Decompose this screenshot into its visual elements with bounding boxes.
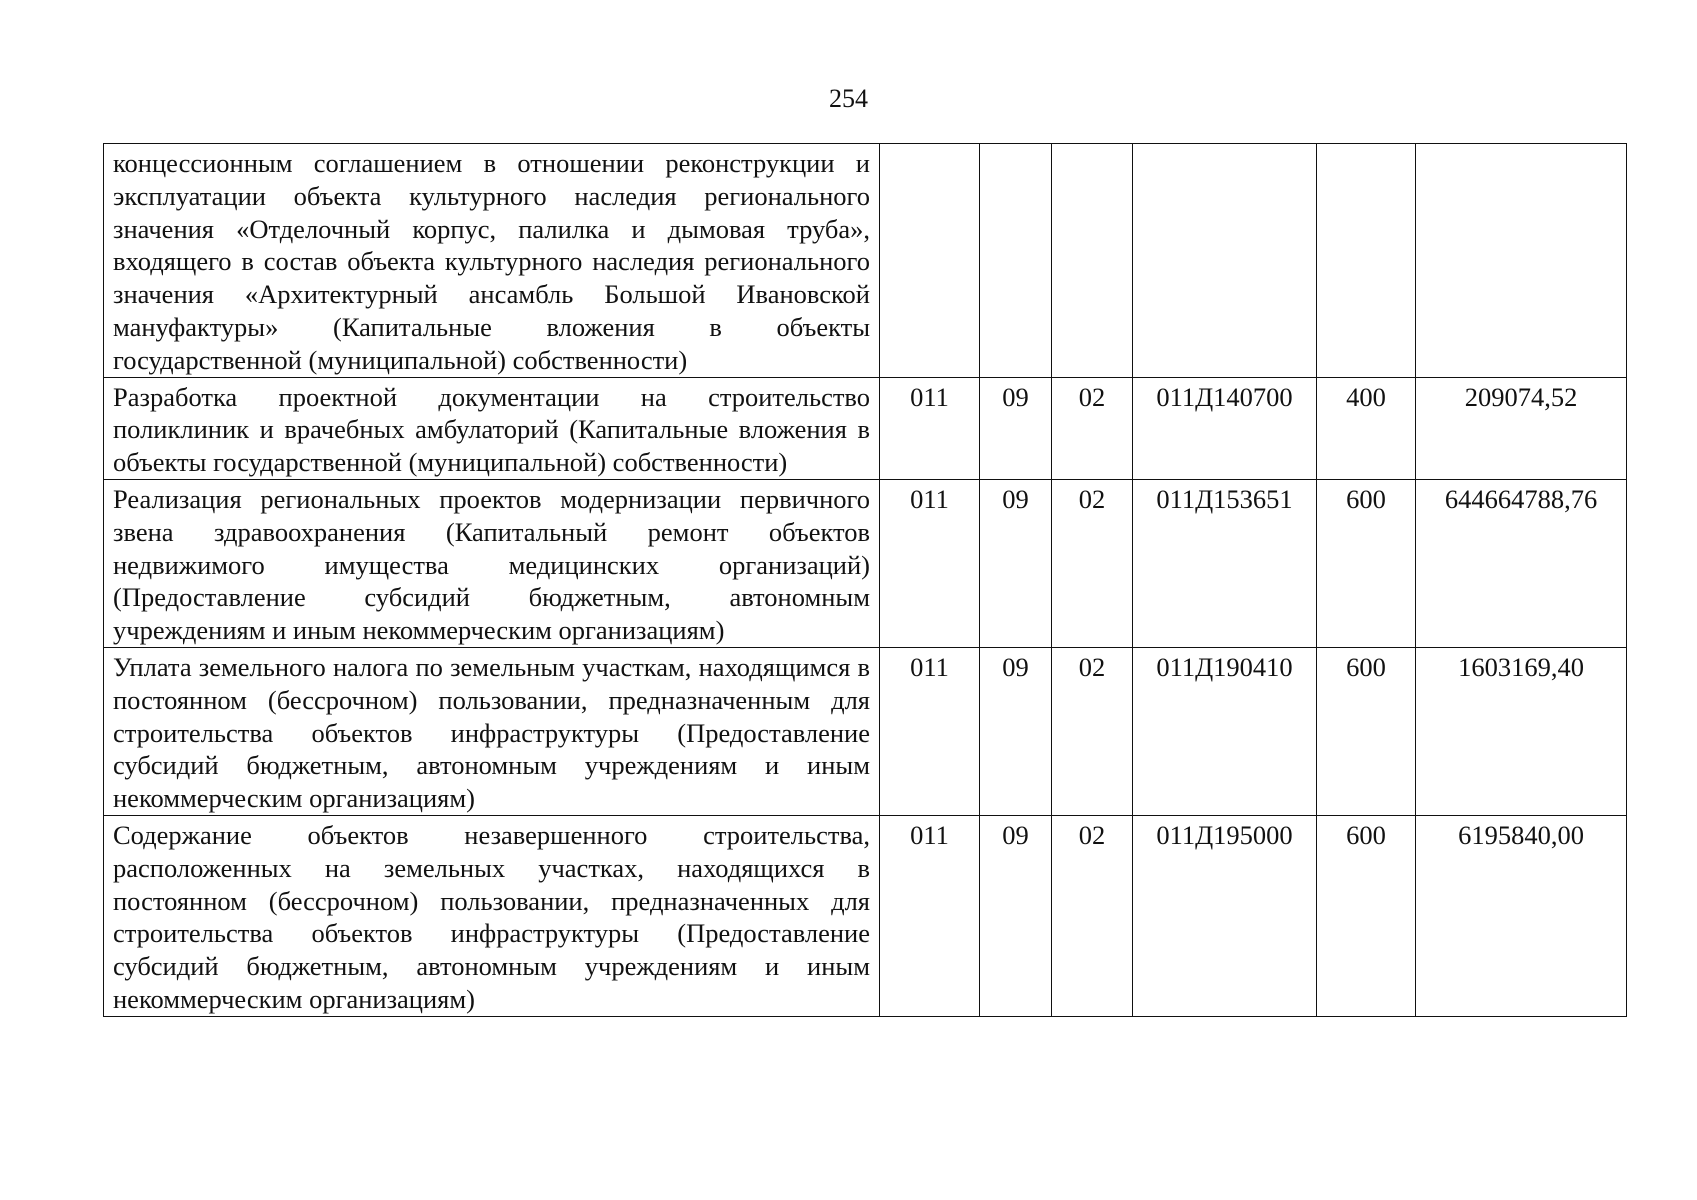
row-expense-type-code: 600 xyxy=(1317,647,1416,815)
row-description: Разработка проектной документации на строительство поликлиник и врачебных амбулаторий (Капитальные вложения в объекты государственной (муниципальной) собственности) xyxy=(104,377,880,479)
row-expense-type-code xyxy=(1317,144,1416,378)
row-description: Содержание объектов незавершенного строительства, расположенных на земельных участках, находящихся в постоянном (бессрочном) пользовании, предназначенных для строительства объектов инфраструктуры (Предоставление субсидий бюджетным, автономным учреждениям и иным некоммерческим организациям) xyxy=(104,815,880,1016)
row-target-item-code: 011Д195000 xyxy=(1133,815,1317,1016)
row-amount: 644664788,76 xyxy=(1416,479,1627,647)
row-target-item-code: 011Д190410 xyxy=(1133,647,1317,815)
row-grbs-code: 011 xyxy=(880,377,980,479)
row-amount: 1603169,40 xyxy=(1416,647,1627,815)
table-row xyxy=(104,647,1627,815)
row-target-item-code: 011Д153651 xyxy=(1133,479,1317,647)
row-subsection-code: 02 xyxy=(1052,377,1133,479)
row-section-code: 09 xyxy=(980,815,1052,1016)
row-target-item-code: 011Д140700 xyxy=(1133,377,1317,479)
row-section-code: 09 xyxy=(980,479,1052,647)
page-number: 254 xyxy=(829,84,868,113)
row-description: Уплата земельного налога по земельным участкам, находящимся в постоянном (бессрочном) пользовании, предназначенным для строительства объектов инфраструктуры (Предоставление субсидий бюджетным, автономным учреждениям и иным некоммерческим организациям) xyxy=(104,647,880,815)
row-section-code: 09 xyxy=(980,377,1052,479)
row-expense-type-code: 600 xyxy=(1317,479,1416,647)
table-row xyxy=(104,815,1627,1016)
row-subsection-code: 02 xyxy=(1052,479,1133,647)
budget-table xyxy=(103,143,1627,1017)
row-section-code xyxy=(980,144,1052,378)
row-grbs-code xyxy=(880,144,980,378)
row-amount: 209074,52 xyxy=(1416,377,1627,479)
row-subsection-code xyxy=(1052,144,1133,378)
table-row xyxy=(104,479,1627,647)
row-grbs-code: 011 xyxy=(880,815,980,1016)
budget-table-body xyxy=(104,144,1627,1017)
table-row xyxy=(104,377,1627,479)
row-grbs-code: 011 xyxy=(880,647,980,815)
row-grbs-code: 011 xyxy=(880,479,980,647)
row-target-item-code xyxy=(1133,144,1317,378)
table-row xyxy=(104,144,1627,378)
row-amount: 6195840,00 xyxy=(1416,815,1627,1016)
row-expense-type-code: 400 xyxy=(1317,377,1416,479)
row-subsection-code: 02 xyxy=(1052,815,1133,1016)
row-amount xyxy=(1416,144,1627,378)
row-section-code: 09 xyxy=(980,647,1052,815)
row-description: концессионным соглашением в отношении реконструкции и эксплуатации объекта культурного наследия регионального значения «Отделочный корпус, палилка и дымовая труба», входящего в состав объекта культурного наследия регионального значения «Архитектурный ансамбль Большой Ивановской мануфактуры» (Капитальные вложения в объекты государственной (муниципальной) собственности) xyxy=(104,144,880,378)
row-expense-type-code: 600 xyxy=(1317,815,1416,1016)
row-subsection-code: 02 xyxy=(1052,647,1133,815)
row-description: Реализация региональных проектов модернизации первичного звена здравоохранения (Капитальный ремонт объектов недвижимого имущества медицинских организаций) (Предоставление субсидий бюджетным, автономным учреждениям и иным некоммерческим организациям) xyxy=(104,479,880,647)
